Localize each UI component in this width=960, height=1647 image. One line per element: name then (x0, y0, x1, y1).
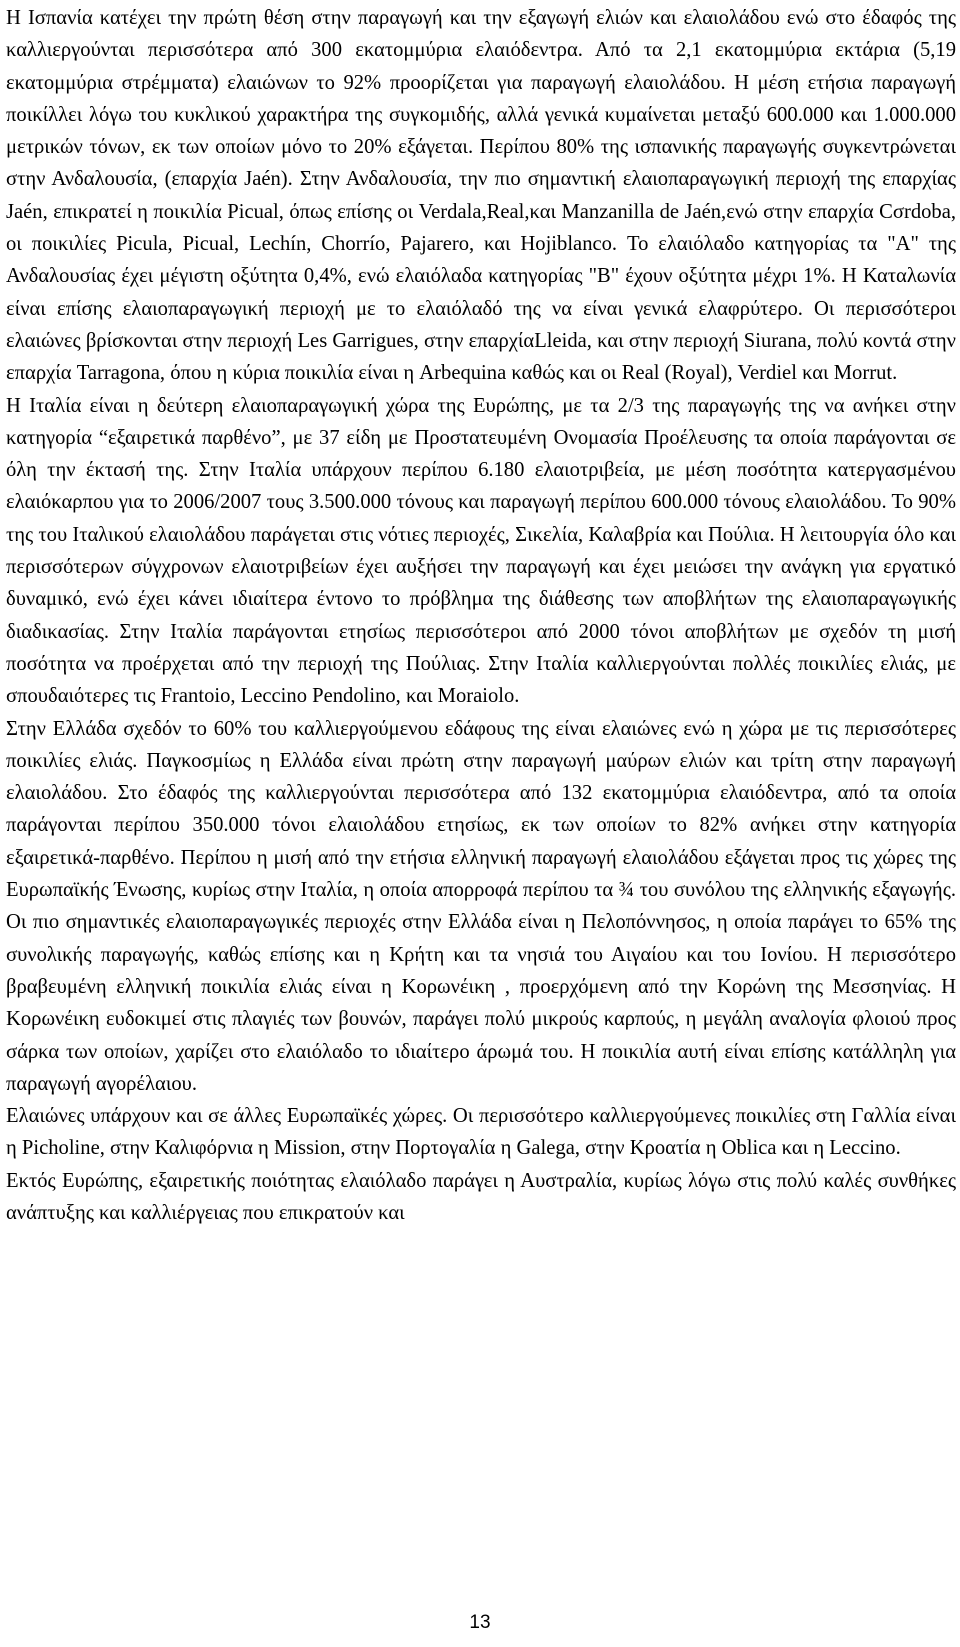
paragraph-greece: Στην Ελλάδα σχεδόν το 60% του καλλιεργούμενου εδάφους της είναι ελαιώνες ενώ η χώρα με τις περισσότερες ποικιλίες ελιάς. Παγκοσμίως η Ελλάδα είναι πρώτη στην παραγωγή μαύρων ελιών και τρίτη στην παραγωγή ελαιολάδου. Στο έδαφός της καλλιεργούνται περισσότερα από 132 εκατομμύρια ελαιόδεντρα, από τα οποία παράγονται περίπου 350.000 τόνοι ελαιολάδου ετησίως, εκ των οποίων το 82% ανήκει στην κατηγορία εξαιρετικά-παρθένο. Περίπου η μισή από την ετήσια ελληνική παραγωγή ελαιολάδου εξάγεται προς τις χώρες της Ευρωπαϊκής Ένωσης, κυρίως στην Ιταλία, η οποία απορροφά περίπου τα ¾ του συνόλου της ελληνικής εξαγωγής. Οι πιο σημαντικές ελαιοπαραγωγικές περιοχές στην Ελλάδα είναι η Πελοπόννησος, η οποία παράγει το 65% της συνολικής παραγωγής, καθώς επίσης και η Κρήτη και τα νησιά του Αιγαίου και του Ιονίου. Η περισσότερο βραβευμένη ελληνική ποικιλία ελιάς είναι η Κορωνέικη , προερχόμενη από την Κορώνη της Μεσσηνίας. Η Κορωνέικη ευδοκιμεί στις πλαγιές των βουνών, παράγει πολύ μικρούς καρπούς, η μεγάλη αναλογία φλοιού προς σάρκα των οποίων, χαρίζει στο ελαιόλαδο το ιδιαίτερο άρωμά του. Η ποικιλία αυτή είναι επίσης κατάλληλη για παραγωγή αγορέλαιου. (6, 717, 956, 1095)
paragraph-spain: Η Ισπανία κατέχει την πρώτη θέση στην παραγωγή και την εξαγωγή ελιών και ελαιολάδου ενώ στο έδαφός της καλλιεργούνται περισσότερα από 300 εκατομμύρια ελαιόδεντρα. Από τα 2,1 εκατομμύρια εκτάρια (5,19 εκατομμύρια στρέμματα) ελαιώνων το 92% προορίζεται για παραγωγή ελαιολάδου. Η μέση ετήσια παραγωγή ποικίλλει λόγω του κυκλικού χαρακτήρα της συγκομιδής, αλλά γενικά κυμαίνεται μεταξύ 600.000 και 1.000.000 μετρικών τόνων, εκ των οποίων μόνο το 20% εξάγεται. Περίπου 80% της ισπανικής παραγωγής συγκεντρώνεται στην Ανδαλουσία, (επαρχία Jaén). Στην Ανδαλουσία, την πιο σημαντική ελαιοπαραγωγική περιοχή της επαρχίας Jaén, επικρατεί η ποικιλία Picual, όπως επίσης οι Verdala,Real,και Manzanilla de Jaén,ενώ στην επαρχία Cσrdoba, οι ποικιλίες Picula, Picual, Lechín, Chorrío, Pajarero, και Hojiblanco. Το ελαιόλαδο κατηγορίας τα "A" της Ανδαλουσίας έχει μέγιστη οξύτητα 0,4%, ενώ ελαιόλαδα κατηγορίας "B" έχουν οξύτητα μέχρι 1%. Η Καταλωνία είναι επίσης ελαιοπαραγωγική περιοχή με το ελαιόλαδό της να είναι γενικά ελαφρύτερο. Οι περισσότεροι ελαιώνες βρίσκονται στην περιοχή Les Garrigues, στην επαρχίαLleida, και στην περιοχή Siurana, πολύ κοντά στην επαρχία Tarragona, όπου η κύρια ποικιλία είναι η Arbequina καθώς και οι Real (Royal), Verdiel και Morrut. (6, 7, 956, 385)
page-number: 13 (469, 1612, 491, 1633)
document-page (6, 2, 956, 1229)
paragraph-other-europe: Ελαιώνες υπάρχουν και σε άλλες Ευρωπαϊκές χώρες. Οι περισσότερο καλλιεργούμενες ποικιλίες στη Γαλλία είναι η Picholine, στην Καλιφόρνια η Mission, στην Πορτογαλία η Galega, στην Κροατία η Oblica και η Leccino. (6, 1105, 956, 1160)
paragraph-outside-europe: Εκτός Ευρώπης, εξαιρετικής ποιότητας ελαιόλαδο παράγει η Αυστραλία, κυρίως λόγω στις πολύ καλές συνθήκες ανάπτυξης και καλλιέργειας που επικρατούν και (6, 1169, 956, 1224)
paragraph-italy: Η Ιταλία είναι η δεύτερη ελαιοπαραγωγική χώρα της Ευρώπης, με τα 2/3 της παραγωγής της να ανήκει στην κατηγορία “εξαιρετικά παρθένο”, με 37 είδη με Προστατευμένη Ονομασία Προέλευσης τα οποία παράγονται σε όλη την έκτασή της. Στην Ιταλία υπάρχουν περίπου 6.180 ελαιοτριβεία, με μέση ποσότητα κατεργασμένου ελαιόκαρπου για το 2006/2007 τους 3.500.000 τόνους και παραγωγή περίπου 600.000 τόνους ελαιολάδου. Το 90% της του Ιταλικού ελαιολάδου παράγεται στις νότιες περιοχές, Σικελία, Καλαβρία και Πούλια. Η λειτουργία όλο και περισσότερων σύγχρονων ελαιοτριβείων έχει αυξήσει την παραγωγή και έχει μειώσει την ανάγκη για εργατικό δυναμικό, ενώ έχει κάνει ιδιαίτερα έντονο το πρόβλημα της διάθεσης των αποβλήτων της ελαιοπαραγωγικής διαδικασίας. Στην Ιταλία παράγονται ετησίως περισσότεροι από 2000 τόνοι αποβλήτων με σχεδόν τη μισή ποσότητα να προέρχεται από την περιοχή της Πούλιας. Στην Ιταλία καλλιεργούνται πολλές ποικιλίες ελιάς, με σπουδαιότερες τις Frantoio, Leccino Pendolino, και Moraiolo. (6, 394, 956, 708)
